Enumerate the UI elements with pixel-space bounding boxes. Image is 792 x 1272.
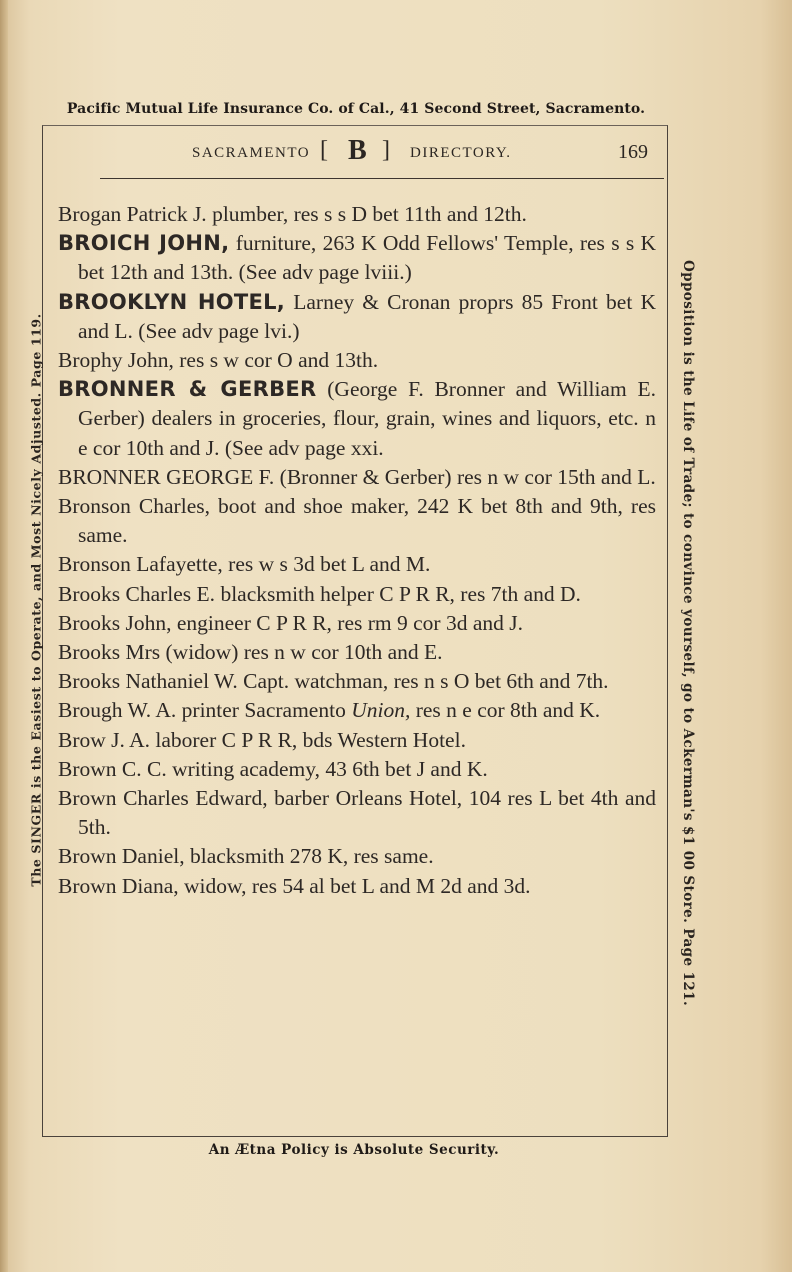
page-left-edge xyxy=(0,0,8,1272)
entry-details: Larney & Cronan proprs 85 Front bet K and L. (See adv page lvi.) xyxy=(78,289,656,343)
directory-entry xyxy=(58,872,656,901)
directory-entry xyxy=(58,550,656,579)
entry-details-cont: res n e cor 8th and K. xyxy=(410,698,601,723)
left-margin-advertisement: The SINGER is the Easiest to Operate, and Most Nicely Adjusted. Page 119. xyxy=(28,313,44,887)
directory-entry xyxy=(58,580,656,609)
entry-name: Brown Charles Edward, xyxy=(58,786,268,811)
entry-name: BRONNER GEORGE F. xyxy=(58,464,275,489)
entry-name: BROICH JOHN, xyxy=(58,231,230,256)
directory-entry xyxy=(58,288,656,346)
directory-entry xyxy=(58,755,656,784)
entry-details: printer Sacramento xyxy=(176,698,352,723)
running-head-bracket-open: [ xyxy=(320,137,328,163)
entry-name: Bronson Lafayette, xyxy=(58,552,223,577)
entry-details: blacksmith 278 K, res same. xyxy=(184,844,434,869)
entry-name: BROOKLYN HOTEL, xyxy=(58,289,286,314)
entry-name: Brow J. A. xyxy=(58,727,150,752)
entry-details: furniture, 263 K Odd Fellows' Temple, res s s K bet 12th and 13th. (See adv page lviii.) xyxy=(78,231,656,285)
entry-name: Brooks Charles E. xyxy=(58,581,216,606)
directory-entries xyxy=(58,200,656,901)
directory-entry xyxy=(58,492,656,550)
running-head-letter: B xyxy=(348,135,367,166)
directory-entry xyxy=(58,229,656,287)
entry-name: Brophy John, xyxy=(58,348,174,373)
entry-name: Brooks Mrs xyxy=(58,640,161,665)
entry-name: BRONNER & GERBER xyxy=(58,377,317,402)
directory-entry xyxy=(58,346,656,375)
directory-entry xyxy=(58,463,656,492)
header-rule xyxy=(100,178,664,179)
entry-details: writing academy, 43 6th bet J and K. xyxy=(166,756,488,781)
entry-details: plumber, res s s D bet 11th and 12th. xyxy=(206,202,527,226)
entry-name: Brooks Nathaniel W. xyxy=(58,669,238,694)
entry-details: (widow) res n w cor 10th and E. xyxy=(160,640,443,665)
entry-italic: Union, xyxy=(351,698,411,723)
entry-details: Capt. watchman, res n s O bet 6th and 7th. xyxy=(237,669,609,694)
entry-name: Brough W. A. xyxy=(58,698,177,723)
entry-details: res w s 3d bet L and M. xyxy=(222,552,431,577)
entry-details: engineer C P R R, res rm 9 cor 3d and J. xyxy=(171,610,523,635)
top-advertisement: Pacific Mutual Life Insurance Co. of Cal., 41 Second Street, Sacramento. xyxy=(66,101,646,117)
entry-name: Brown Diana, xyxy=(58,873,179,898)
entry-details: laborer C P R R, bds Western Hotel. xyxy=(149,727,466,752)
entry-details: widow, res 54 al bet L and M 2d and 3d. xyxy=(178,873,531,898)
directory-entry xyxy=(58,638,656,667)
running-head xyxy=(42,137,666,177)
entry-details: barber Orleans Hotel, 104 res L bet 4th and 5th. xyxy=(78,786,656,840)
entry-details: blacksmith helper C P R R, res 7th and D. xyxy=(215,581,581,606)
running-head-city: SACRAMENTO xyxy=(192,145,311,161)
running-head-bracket-close: ] xyxy=(382,137,390,163)
entry-name: Brown Daniel, xyxy=(58,844,185,869)
directory-entry xyxy=(58,375,656,463)
directory-entry xyxy=(58,726,656,755)
entry-details: boot and shoe maker, 242 K bet 8th and 9th, res same. xyxy=(78,494,656,548)
entry-name: Brooks John, xyxy=(58,610,172,635)
page-number: 169 xyxy=(618,141,648,163)
entry-details: res s w cor O and 13th. xyxy=(173,348,379,373)
bottom-advertisement: An Ætna Policy is Absolute Security. xyxy=(208,1142,500,1158)
entry-name: Bronson Charles, xyxy=(58,494,210,519)
entry-details: (George F. Bronner and William E. Gerber) dealers in groceries, flour, grain, wines and liquors, etc. n e cor 10th and J. (See adv page xxi. xyxy=(78,377,656,460)
running-head-directory: DIRECTORY. xyxy=(410,145,512,161)
directory-entry xyxy=(58,842,656,871)
entry-name: Brogan Patrick J. xyxy=(58,202,207,226)
right-margin-advertisement: Opposition is the Life of Trade; to convince yourself, go to Ackerman's $1 00 Store. Page 121. xyxy=(680,259,696,1007)
entry-details: (Bronner & Gerber) res n w cor 15th and L. xyxy=(274,464,656,489)
directory-entry xyxy=(58,667,656,696)
directory-entry xyxy=(58,200,656,229)
directory-entry xyxy=(58,696,656,725)
directory-entry xyxy=(58,609,656,638)
entry-name: Brown C. C. xyxy=(58,756,167,781)
directory-entry xyxy=(58,784,656,842)
